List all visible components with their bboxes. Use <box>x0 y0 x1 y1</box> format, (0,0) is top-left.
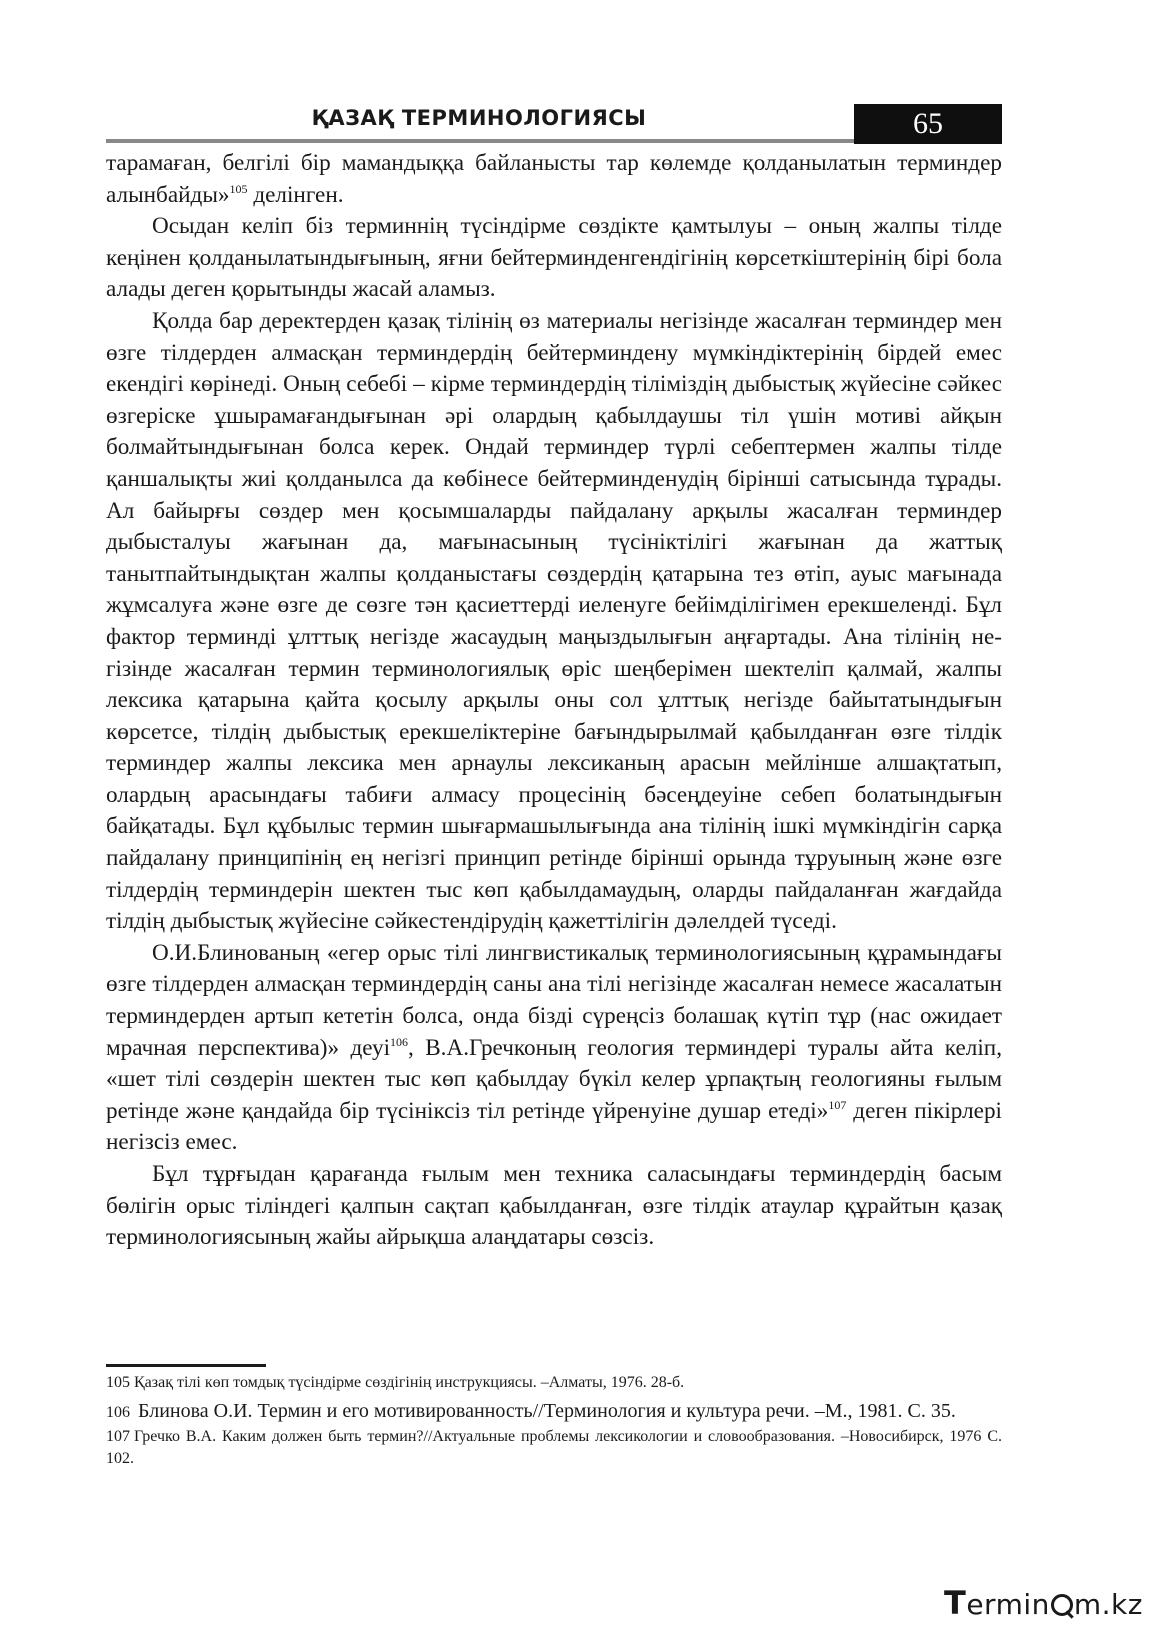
paragraph-4-text-b: , В.А.Гречконың геология терминдері туралы айта келіп, «шет тілі сөздерін шектен тыс көп қабылдау бүкіл келер ұрпақтың геологияны ғылым ретінде және қандайда бір түсініксіз тіл ретінде үйренуіне душар етеді» <box>106 1034 1002 1124</box>
footnote-text: Блинова О.И. Термин и его мотивированность//Терминология и культура речи. –М., 1981. С. 35. <box>138 1400 956 1422</box>
paragraph-4-text-c: деген пікірлері негізсіз емес. <box>106 1097 1002 1156</box>
footnotes <box>106 1372 1002 1470</box>
footnote-107 <box>106 1426 1002 1470</box>
footnote-separator <box>106 1364 266 1367</box>
footnote-number: 107 <box>106 1428 130 1445</box>
paragraph-1 <box>106 148 1002 211</box>
page-number: 65 <box>854 104 1002 144</box>
footnote-ref-105[interactable]: 105 <box>229 181 248 196</box>
watermark-initial: T <box>944 1584 967 1622</box>
footnote-106 <box>106 1398 1002 1426</box>
watermark-text-a: ermin <box>966 1588 1050 1621</box>
footnote-ref-106[interactable]: 106 <box>390 1034 409 1049</box>
body-text <box>106 148 1002 1254</box>
paragraph-1-text: тарамаған, белгілі бір мамандыққа байланысты тар көлемде қолданылатын терминдер алынбайды» <box>106 150 1002 208</box>
paragraph-2: Осыдан келіп біз терминнің түсіндірме сөздікте қамтылуы – оның жалпы тілде кеңінен қолданылатындығының, яғни бейтерминденгендігінің көрсеткіштерінің бірі бола алады деген қорытынды жасай аламыз. <box>106 213 1002 303</box>
watermark-text-b: m.kz <box>1073 1588 1143 1621</box>
footnote-number: 106 <box>106 1404 130 1421</box>
running-title: ҚАЗАҚ ТЕРМИНОЛОГИЯСЫ <box>311 106 647 130</box>
magnifier-icon <box>1051 1594 1073 1616</box>
footnote-105 <box>106 1372 1002 1394</box>
paragraph-1-tail: делінген. <box>247 181 344 208</box>
paragraph-5: Бұл тұрғыдан қарағанда ғылым мен техника саласындағы терминдердің басым бөлігін орыс тіліндегі қалпын сақтап қабылданған, өзге тілдік атаулар құрайтын қазақ терминологиясының жайы айрықша алаңдатары сөзсіз. <box>106 1161 1002 1251</box>
page-header <box>106 104 1002 146</box>
termincom-watermark <box>944 1584 1144 1624</box>
paragraph-3: Қолда бар деректерден қазақ тілінің өз материалы негізінде жасалған терминдер мен өзге тілдерден алмасқан терминдердің бейтерминдену мүмкіндіктерінің бірдей емес екендігі көрінеді. Оның себебі – кірме терминдердің тіліміздің дыбыстық жүйесіне сәйкес өзгеріске ұшырамағандығынан әрі олардың қабылдаушы тіл үшін мотиві айқын болмайтындығынан болса керек. Ондай терминдер түрлі себептермен жалпы тілде қаншалықты жиі қолданылса да көбінесе бейтерминденудің бірінші сатысында тұрады. Ал байырғы сөздер мен қосымшаларды пайдалану арқылы жасалған терминдер дыбысталуы жағынан да, мағынасының түсініктілігі жағынан да жаттық танытпайтындықтан жалпы қолданыстағы сөздердің қатарына тез өтіп, ауыс мағынада жұмсалуға және өзге де сөзге тән қасиеттерді иеленуге бейімділігімен ерекшеленді. Бұл фактор терминді ұлттық негізде жасаудың маңыздылығын аңғартады. Ана тілінің негізінде жасалған термин терминологиялық өріс шеңберімен шектеліп қалмай, жалпы лексика қатарына қайта қосылу арқылы оны сол ұлттық негізде байытатындығын көрсетсе, тілдің дыбыстық ерекшеліктеріне бағындырылмай қабылданған өзге тілдік терминдер жалпы лексика мен арнаулы лексиканың арасын мейлінше алшақтатып, олардың арасындағы табиғи алмасу процесінің бәсеңдеуіне себеп болатындығын байқатады. Бұл құбылыс термин шығармашылығында ана тілінің ішкі мүмкіндігін сарқа пайдалану принципінің ең негізгі принцип ретінде бірінші орында тұруының және өзге тілдердің терминдерін шектен тыс көп қабылдамаудың, оларды пайдаланған жағдайда тілдің дыбыстық жүйесіне сәйкестендірудің қажеттілігін дәлелдей түседі. <box>106 307 1002 935</box>
footnote-number: 105 <box>106 1374 130 1391</box>
footnote-ref-107[interactable]: 107 <box>828 1097 847 1112</box>
paragraph-4-text-a: О.И.Блинованың «егер орыс тілі лингвистикалық терминологиясының құрамындағы өзге тілдерден алмасқан терминдердің саны ана тілі негізінде жасалған немесе жасалатын терминдерден артып кететін болса, онда бізді сүреңсіз болашақ күтіп тұр (нас ожидает мрачная перспектива)» деуі <box>106 939 1002 1061</box>
paragraph-4 <box>106 938 1002 1159</box>
footnote-text: Гречко В.А. Каким должен быть термин?//Актуальные проблемы лексикологии и словообразования. –Новосибирск, 1976 С. 102. <box>106 1428 1002 1467</box>
header-rule <box>106 139 858 143</box>
footnote-text: Қазақ тілі көп томдық түсіндірме сөздігінің инструкциясы. –Алматы, 1976. 28-б. <box>134 1374 685 1391</box>
